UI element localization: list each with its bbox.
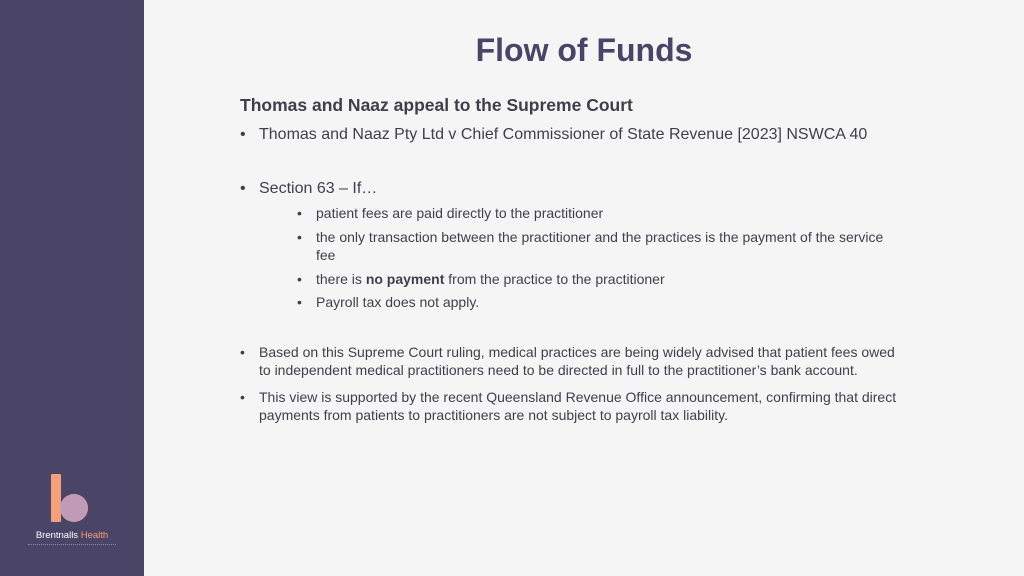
slide-title: Flow of Funds	[475, 32, 693, 68]
condition-text: patient fees are paid directly to the practitioner	[316, 205, 604, 221]
condition-item	[297, 228, 900, 265]
case-citation-text: Thomas and Naaz Pty Ltd v Chief Commissioner of State Revenue [2023] NSWCA 40	[259, 126, 868, 143]
brand-name-accent: Health	[80, 530, 109, 541]
brand-tagline-decoration	[28, 544, 116, 547]
condition-emphasis: no payment	[365, 270, 445, 287]
condition-item-payroll	[297, 293, 900, 312]
brand-logo	[22, 474, 122, 554]
condition-prefix: there is	[316, 270, 366, 287]
conditions-list	[259, 204, 900, 312]
sidebar	[0, 0, 144, 576]
section-subheading: Thomas and Naaz appeal to the Supreme Court	[240, 95, 633, 115]
qro-view-text: This view is supported by the recent Queensland Revenue Office announcement, confirming that direct payments from patients to practitioners are not subject to payroll tax liability.	[259, 388, 897, 423]
condition-text: Payroll tax does not apply.	[316, 294, 480, 310]
qro-view-bullet	[240, 388, 900, 425]
brand-name	[22, 530, 122, 541]
brentnalls-logo-icon	[48, 474, 92, 524]
bullet-list	[240, 124, 900, 425]
advice-text: Based on this Supreme Court ruling, medical practices are being widely advised that patient fees owed to independent medical practitioners need to be directed in full to the practitioner’s bank account.	[259, 343, 895, 378]
section-63-bullet	[240, 178, 900, 312]
advice-bullet	[240, 343, 900, 380]
case-citation-bullet	[240, 124, 900, 145]
condition-item	[297, 204, 900, 223]
slide-content	[240, 95, 900, 425]
brand-name-main: Brentnalls	[35, 530, 79, 541]
condition-text: the only transaction between the practitioner and the practices is the payment of the service fee	[316, 228, 884, 263]
condition-item-no-payment	[297, 270, 900, 289]
condition-suffix: from the practice to the practitioner	[444, 270, 665, 287]
section-63-heading: Section 63 – If…	[259, 180, 378, 197]
